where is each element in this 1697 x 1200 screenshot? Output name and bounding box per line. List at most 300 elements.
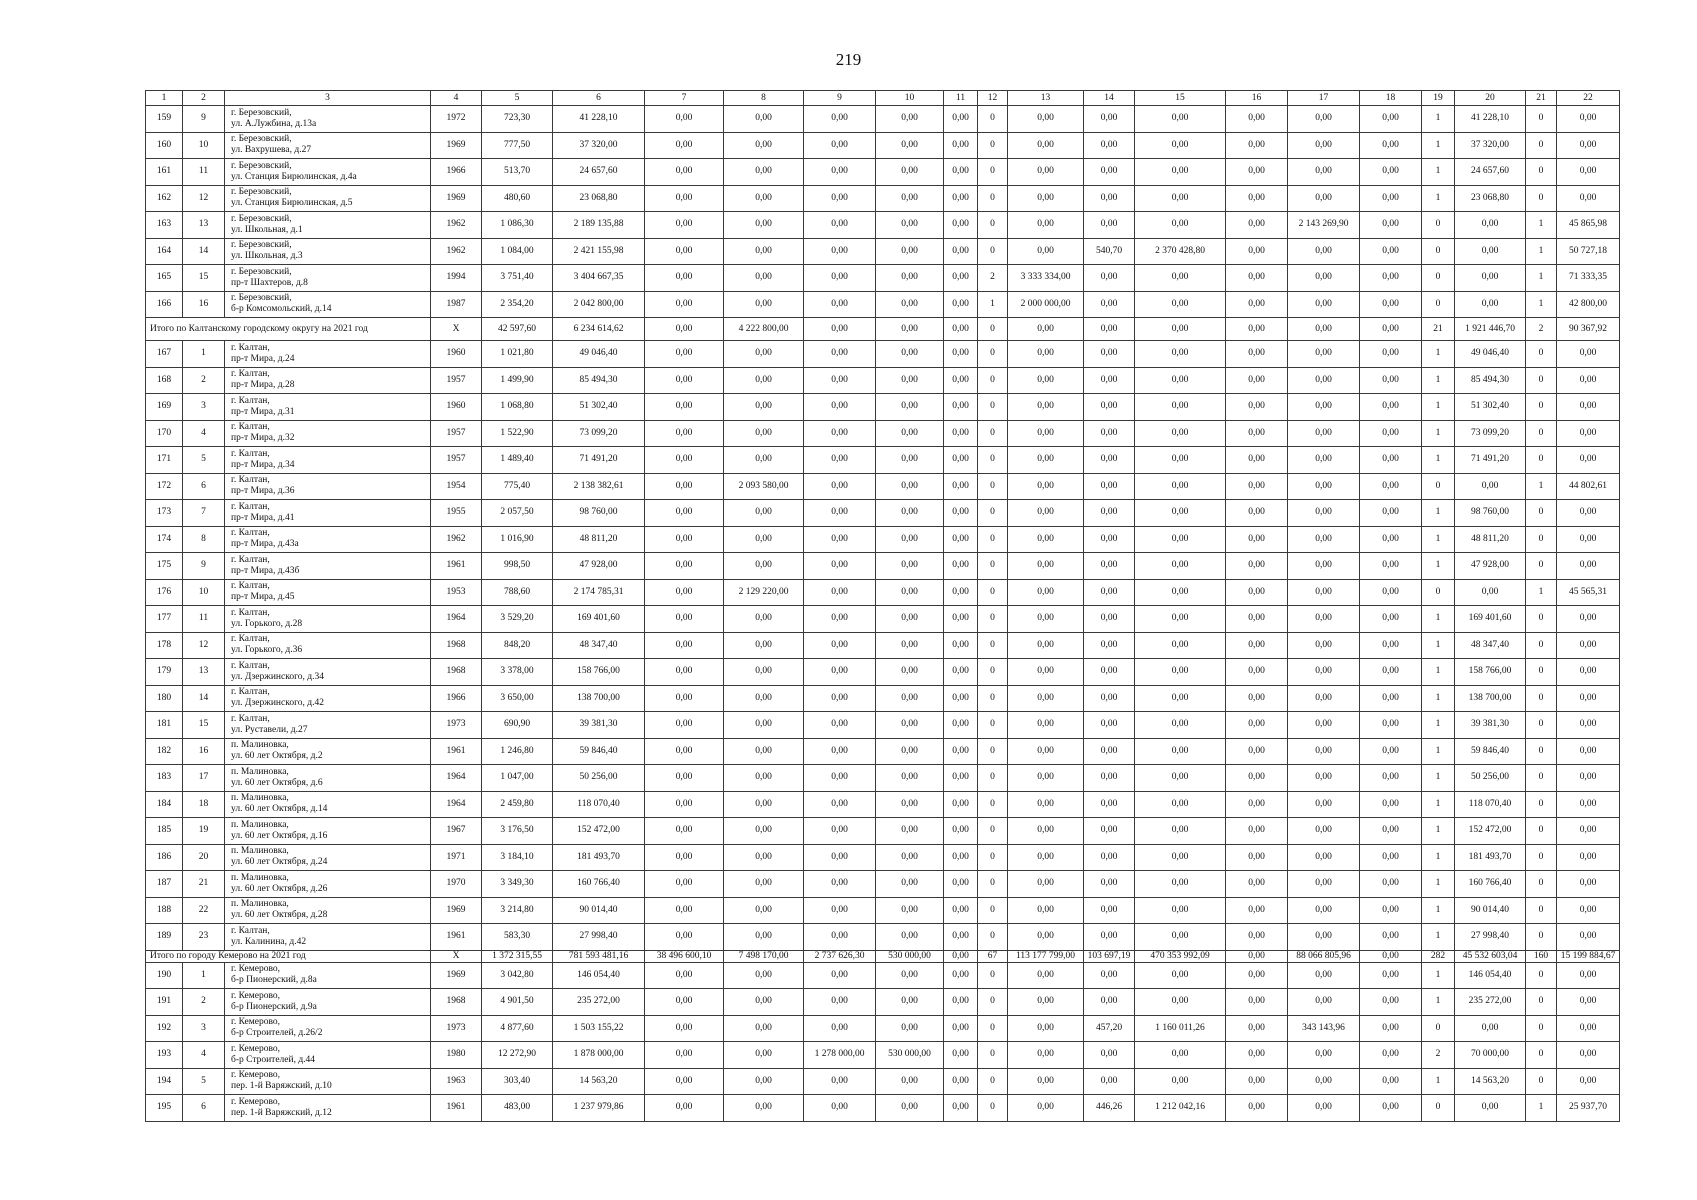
value-cell: 2 459,80 [482,791,553,818]
address-locality: г. Калтан, [231,369,270,380]
value-cell: 1 [1422,106,1455,133]
value-cell: 2 737 626,30 [804,950,876,962]
value-cell: 2 174 785,31 [553,579,645,606]
value-cell: 0,00 [876,818,944,845]
address-locality: г. Кемерово, [231,1070,281,1081]
value-cell: 0,00 [1008,553,1084,580]
value-cell: 0,00 [876,341,944,368]
value-cell: 0,00 [944,606,978,633]
value-cell: 0 [978,579,1008,606]
row-number: 192 [146,1015,183,1042]
value-cell: 0,00 [645,185,724,212]
value-cell: 2 354,20 [482,291,553,318]
address-street: пер. 1-й Варяжский, д.10 [231,1081,332,1092]
value-cell: 0,00 [876,844,944,871]
table-row [146,897,1620,924]
value-cell: 0,00 [1135,318,1226,341]
value-cell: 0,00 [724,765,804,792]
row-index: 6 [183,1095,225,1122]
value-cell: 0,00 [724,712,804,739]
value-cell: 48 347,40 [1455,632,1526,659]
value-cell: 0,00 [1135,473,1226,500]
row-number: 163 [146,212,183,239]
table-row [146,447,1620,474]
address-street: пр-т Мира, д.36 [231,486,295,497]
value-cell: 0,00 [1455,579,1526,606]
value-cell: 0,00 [1084,132,1135,159]
value-cell: 0,00 [876,579,944,606]
value-cell: 0,00 [1360,738,1422,765]
address-locality: г. Березовский, [231,213,292,224]
address-locality: г. Кемерово, [231,1017,281,1028]
value-cell: 0,00 [1008,632,1084,659]
address-street: ул. Дзержинского, д.42 [231,698,324,709]
value-cell: 1962 [431,526,482,553]
address-locality: г. Кемерово, [231,990,281,1001]
value-cell: 0,00 [1084,791,1135,818]
value-cell: 0 [978,500,1008,527]
value-cell: 0,00 [1288,420,1360,447]
value-cell: 998,50 [482,553,553,580]
value-cell: 181 493,70 [1455,844,1526,871]
value-cell: 0 [1526,394,1557,421]
value-cell: 0,00 [1008,897,1084,924]
column-header: 14 [1084,91,1135,106]
value-cell: 775,40 [482,473,553,500]
value-cell: 1954 [431,473,482,500]
value-cell: 0,00 [645,318,724,341]
value-cell: 0,00 [645,897,724,924]
address-street: ул. 60 лет Октября, д.16 [231,830,328,841]
row-index: 21 [183,871,225,898]
value-cell: 0,00 [876,606,944,633]
table-row [146,291,1620,318]
value-cell: 0,00 [1226,1068,1288,1095]
value-cell: 777,50 [482,132,553,159]
table-row [146,1042,1620,1069]
value-cell: 0,00 [1084,500,1135,527]
address-cell [225,341,431,368]
value-cell: 1 [1422,447,1455,474]
value-cell: 0,00 [876,1095,944,1122]
value-cell: 0 [1526,106,1557,133]
address-locality: п. Малиновка, [231,766,289,777]
value-cell: 0,00 [804,526,876,553]
value-cell: 0 [1422,473,1455,500]
row-index: 2 [183,989,225,1016]
value-cell: 0 [978,318,1008,341]
value-cell: 0,00 [1226,871,1288,898]
value-cell: 0,00 [1084,526,1135,553]
value-cell: 0,00 [876,447,944,474]
table-row [146,394,1620,421]
value-cell: 0,00 [804,844,876,871]
value-cell: 3 751,40 [482,265,553,292]
address-locality: г. Калтан, [231,501,270,512]
value-cell: 0 [978,447,1008,474]
value-cell: 0,00 [1360,897,1422,924]
value-cell: 2 421 155,98 [553,238,645,265]
value-cell: 0,00 [645,1068,724,1095]
column-header: 15 [1135,91,1226,106]
row-number: 195 [146,1095,183,1122]
value-cell: 343 143,96 [1288,1015,1360,1042]
column-header: 11 [944,91,978,106]
value-cell: 723,30 [482,106,553,133]
value-cell: 0,00 [724,962,804,989]
value-cell: 0,00 [1226,185,1288,212]
address-locality: г. Калтан, [231,660,270,671]
value-cell: 0 [978,185,1008,212]
address-street: б-р Строителей, д.26/2 [231,1028,323,1039]
value-cell: 1960 [431,394,482,421]
table-row [146,553,1620,580]
value-cell: 0,00 [1360,106,1422,133]
value-cell: 0,00 [1226,526,1288,553]
address-cell [225,871,431,898]
value-cell: 0,00 [1084,989,1135,1016]
row-number: 181 [146,712,183,739]
value-cell: 0,00 [1135,1068,1226,1095]
address-street: пр-т Мира, д.43б [231,565,300,576]
value-cell: 0,00 [1084,765,1135,792]
address-cell [225,212,431,239]
value-cell: 0 [978,659,1008,686]
value-cell: 0 [978,367,1008,394]
value-cell: 0 [978,962,1008,989]
value-cell: 2 [1422,1042,1455,1069]
value-cell: X [431,950,482,962]
address-cell [225,420,431,447]
value-cell: 45 565,31 [1557,579,1620,606]
value-cell: 0,00 [1084,212,1135,239]
value-cell: 1 212 042,16 [1135,1095,1226,1122]
value-cell: 0,00 [944,553,978,580]
value-cell: 0,00 [944,897,978,924]
value-cell: 0 [978,632,1008,659]
value-cell: 0,00 [724,844,804,871]
value-cell: 0,00 [1288,791,1360,818]
value-cell: 0,00 [944,579,978,606]
value-cell: 0,00 [1455,473,1526,500]
address-street: ул. 60 лет Октября, д.6 [231,777,323,788]
value-cell: 0,00 [724,394,804,421]
address-street: пр-т Мира, д.32 [231,433,295,444]
value-cell: 0,00 [1226,712,1288,739]
address-cell [225,265,431,292]
row-index: 11 [183,606,225,633]
value-cell: 0,00 [1008,791,1084,818]
value-cell: 0,00 [804,924,876,951]
value-cell: 0 [978,685,1008,712]
value-cell: 0 [1422,579,1455,606]
row-index: 23 [183,924,225,951]
address-street: пр-т Шахтеров, д.8 [231,277,308,288]
address-cell [225,712,431,739]
value-cell: 0,00 [944,106,978,133]
value-cell: 0,00 [645,473,724,500]
value-cell: 0,00 [1226,844,1288,871]
row-number: 177 [146,606,183,633]
value-cell: 1 160 011,26 [1135,1015,1226,1042]
value-cell: 45 865,98 [1557,212,1620,239]
value-cell: 0,00 [645,818,724,845]
value-cell: 0 [1526,1042,1557,1069]
value-cell: 146 054,40 [553,962,645,989]
address-street: пр-т Мира, д.41 [231,512,295,523]
value-cell: 1987 [431,291,482,318]
value-cell: 0 [1422,291,1455,318]
value-cell: 0,00 [1084,871,1135,898]
value-cell: 1 237 979,86 [553,1095,645,1122]
page-number: 219 [835,50,862,69]
table-row [146,526,1620,553]
value-cell: 0,00 [1360,924,1422,951]
value-cell: 0,00 [1360,553,1422,580]
value-cell: 0,00 [1360,632,1422,659]
row-index: 10 [183,579,225,606]
value-cell: 0,00 [645,159,724,186]
table-row [146,1015,1620,1042]
value-cell: 0,00 [645,106,724,133]
address-cell [225,1042,431,1069]
row-index: 17 [183,765,225,792]
address-cell [225,791,431,818]
value-cell: 0,00 [876,132,944,159]
value-cell: 0,00 [876,473,944,500]
value-cell: 2 [1526,318,1557,341]
row-number: 178 [146,632,183,659]
value-cell: 0,00 [1226,212,1288,239]
value-cell: 530 000,00 [876,1042,944,1069]
value-cell: 0,00 [1226,367,1288,394]
value-cell: 3 176,50 [482,818,553,845]
value-cell: 0,00 [804,579,876,606]
value-cell: 0,00 [876,924,944,951]
address-cell [225,447,431,474]
value-cell: 0,00 [645,871,724,898]
value-cell: 0,00 [1360,318,1422,341]
value-cell: 0 [1526,1015,1557,1042]
value-cell: 0,00 [645,341,724,368]
value-cell: 0,00 [1135,791,1226,818]
value-cell: 0,00 [724,500,804,527]
value-cell: 1 [1422,818,1455,845]
value-cell: 1 [1526,265,1557,292]
column-header: 1 [146,91,183,106]
value-cell: 0,00 [1226,420,1288,447]
value-cell: 0,00 [1455,1095,1526,1122]
value-cell: 0,00 [1084,962,1135,989]
value-cell: 37 320,00 [1455,132,1526,159]
address-locality: г. Березовский, [231,293,292,304]
value-cell: 0 [1422,1015,1455,1042]
value-cell: 1961 [431,553,482,580]
value-cell: 0,00 [645,265,724,292]
value-cell: 0,00 [1557,659,1620,686]
address-street: ул. Вахрушева, д.27 [231,145,312,156]
value-cell: 0,00 [1135,212,1226,239]
value-cell: 0,00 [724,159,804,186]
column-header: 3 [225,91,431,106]
value-cell: 0,00 [804,606,876,633]
value-cell: 0 [1526,159,1557,186]
value-cell: 0 [1526,924,1557,951]
address-cell [225,159,431,186]
row-number: 162 [146,185,183,212]
address-locality: г. Калтан, [231,528,270,539]
value-cell: 0,00 [1008,526,1084,553]
value-cell: 0 [1422,1095,1455,1122]
value-cell: 0,00 [1226,159,1288,186]
value-cell: 457,20 [1084,1015,1135,1042]
address-locality: г. Калтан, [231,925,270,936]
value-cell: 85 494,30 [553,367,645,394]
value-cell: 0,00 [724,132,804,159]
value-cell: 37 320,00 [553,132,645,159]
table-row [146,738,1620,765]
value-cell: 0,00 [1360,1015,1422,1042]
value-cell: 0,00 [645,394,724,421]
column-header: 17 [1288,91,1360,106]
row-number: 172 [146,473,183,500]
table-row [146,367,1620,394]
value-cell: 0,00 [1008,106,1084,133]
value-cell: 1962 [431,212,482,239]
value-cell: 0,00 [645,500,724,527]
value-cell: 0,00 [944,500,978,527]
value-cell: 0 [978,844,1008,871]
value-cell: 0,00 [1288,291,1360,318]
address-street: пр-т Мира, д.28 [231,380,295,391]
value-cell: 1964 [431,791,482,818]
value-cell: 0,00 [1557,500,1620,527]
address-locality: п. Малиновка, [231,819,289,830]
value-cell: 0,00 [876,1068,944,1095]
value-cell: 0,00 [1360,989,1422,1016]
value-cell: 0,00 [804,394,876,421]
value-cell: 42 597,60 [482,318,553,341]
value-cell: 0,00 [1084,712,1135,739]
address-locality: г. Калтан, [231,713,270,724]
row-number: 159 [146,106,183,133]
value-cell: 513,70 [482,159,553,186]
value-cell: 0,00 [944,924,978,951]
address-cell [225,394,431,421]
value-cell: 0,00 [1288,659,1360,686]
value-cell: 0,00 [1360,341,1422,368]
value-cell: 0,00 [1360,1068,1422,1095]
value-cell: 0,00 [1008,818,1084,845]
table-row [146,791,1620,818]
value-cell: 1 [978,291,1008,318]
value-cell: 0,00 [724,106,804,133]
value-cell: 2 [978,265,1008,292]
row-index: 20 [183,844,225,871]
value-cell: 48 811,20 [553,526,645,553]
row-index: 11 [183,159,225,186]
address-cell [225,526,431,553]
value-cell: 0,00 [1288,844,1360,871]
value-cell: 0,00 [1360,291,1422,318]
value-cell: 0,00 [724,989,804,1016]
value-cell: 0,00 [1084,844,1135,871]
address-cell [225,132,431,159]
value-cell: 0,00 [944,659,978,686]
value-cell: 48 347,40 [553,632,645,659]
value-cell: 0 [1422,212,1455,239]
address-cell [225,238,431,265]
value-cell: 0,00 [804,712,876,739]
value-cell: 0,00 [804,1095,876,1122]
value-cell: 0,00 [1226,579,1288,606]
value-cell: 1964 [431,765,482,792]
value-cell: 0 [1526,738,1557,765]
value-cell: 0,00 [944,526,978,553]
value-cell: 0,00 [1135,106,1226,133]
value-cell: 0,00 [1084,579,1135,606]
value-cell: 0 [1526,132,1557,159]
table-row [146,871,1620,898]
value-cell: 1 [1422,526,1455,553]
value-cell: 3 214,80 [482,897,553,924]
table-row [146,265,1620,292]
value-cell: 0,00 [944,473,978,500]
column-header: 22 [1557,91,1620,106]
value-cell: 0,00 [645,659,724,686]
value-cell: 0,00 [645,712,724,739]
value-cell: 0,00 [1288,318,1360,341]
row-index: 2 [183,367,225,394]
value-cell: 0,00 [724,341,804,368]
value-cell: 0,00 [645,924,724,951]
value-cell: 0,00 [804,1068,876,1095]
address-street: б-р Комсомольский, д.14 [231,304,332,315]
row-index: 10 [183,132,225,159]
table-row [146,632,1620,659]
value-cell: 0 [1422,238,1455,265]
value-cell: 0,00 [944,265,978,292]
table-body [146,106,1620,1122]
value-cell: 0,00 [1008,1042,1084,1069]
value-cell: 2 057,50 [482,500,553,527]
value-cell: 39 381,30 [553,712,645,739]
value-cell: 0,00 [876,291,944,318]
table-row [146,989,1620,1016]
address-locality: г. Калтан, [231,581,270,592]
value-cell: 21 [1422,318,1455,341]
address-locality: г. Калтан, [231,554,270,565]
value-cell: 0,00 [1226,394,1288,421]
value-cell: 0,00 [876,632,944,659]
value-cell: 788,60 [482,579,553,606]
value-cell: 0,00 [1288,106,1360,133]
value-cell: 0,00 [876,1015,944,1042]
value-cell: 0,00 [1288,989,1360,1016]
value-cell: 2 370 428,80 [1135,238,1226,265]
value-cell: 0,00 [1084,924,1135,951]
value-cell: 0,00 [804,318,876,341]
value-cell: 0,00 [804,212,876,239]
value-cell: 0,00 [1008,962,1084,989]
row-number: 164 [146,238,183,265]
column-header: 20 [1455,91,1526,106]
table-row [146,818,1620,845]
row-number: 187 [146,871,183,898]
housing-repair-table [145,90,1620,1122]
value-cell: 1 [1422,924,1455,951]
row-index: 12 [183,185,225,212]
